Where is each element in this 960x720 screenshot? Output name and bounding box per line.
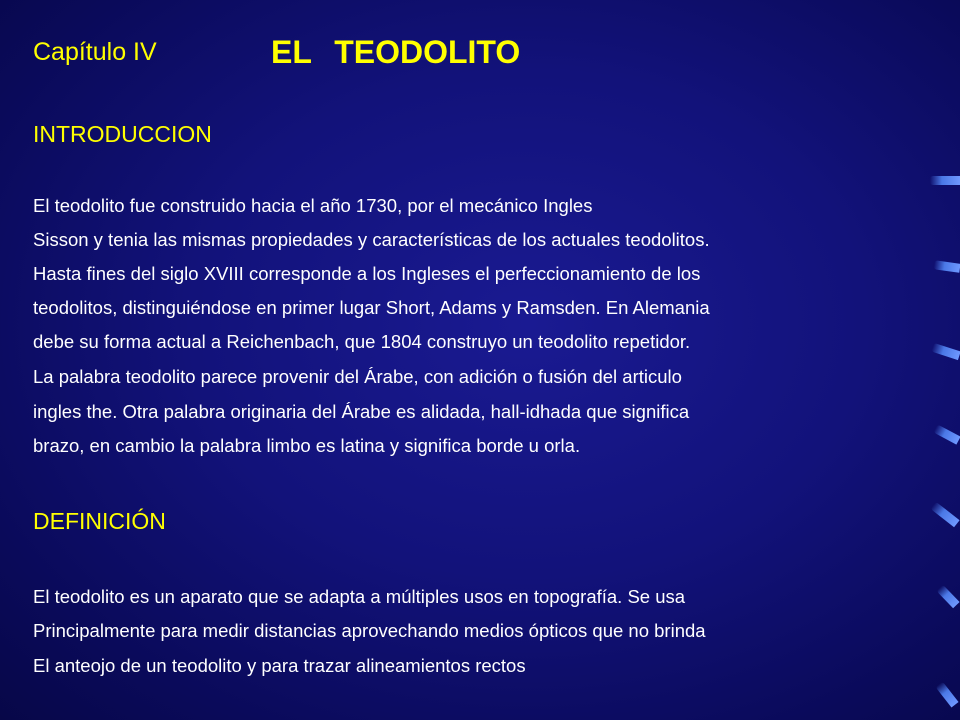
introduccion-line: debe su forma actual a Reichenbach, que 1804 construyo un teodolito repetidor. — [33, 331, 691, 352]
edge-mark — [936, 585, 959, 609]
definicion-line: Principalmente para medir distancias aprovechando medios ópticos que no brinda — [33, 620, 706, 641]
introduccion-line: Sisson y tenia las mismas propiedades y características de los actuales teodolitos. — [33, 229, 710, 250]
introduccion-line: La palabra teodolito parece provenir del Árabe, con adición o fusión del articulo — [33, 366, 682, 387]
introduccion-line: brazo, en cambio la palabra limbo es latina y significa borde u orla. — [33, 435, 581, 456]
introduccion-line: El teodolito fue construido hacia el año 1730, por el mecánico Ingles — [33, 195, 593, 216]
edge-mark — [933, 424, 960, 444]
edge-mark — [930, 176, 960, 185]
edge-mark — [935, 681, 958, 707]
introduccion-heading: INTRODUCCION — [33, 121, 212, 147]
introduccion-line: ingles the. Otra palabra originaria del Árabe es alidada, hall-idhada que significa — [33, 401, 690, 422]
edge-mark — [930, 502, 959, 528]
edge-mark — [931, 343, 960, 360]
slide-title: EL TEODOLITO — [271, 34, 521, 70]
edge-mark — [934, 260, 960, 273]
definicion-heading: DEFINICIÓN — [33, 508, 166, 534]
definicion-line: El teodolito es un aparato que se adapta a múltiples usos en topografía. Se usa — [33, 586, 686, 607]
chapter-label: Capítulo IV — [33, 38, 157, 66]
definicion-line: El anteojo de un teodolito y para trazar alineamientos rectos — [33, 655, 526, 676]
introduccion-line: teodolitos, distinguiéndose en primer lugar Short, Adams y Ramsden. En Alemania — [33, 297, 710, 318]
introduccion-line: Hasta fines del siglo XVIII corresponde a los Ingleses el perfeccionamiento de los — [33, 263, 701, 284]
decorative-edge-marks — [920, 0, 960, 720]
